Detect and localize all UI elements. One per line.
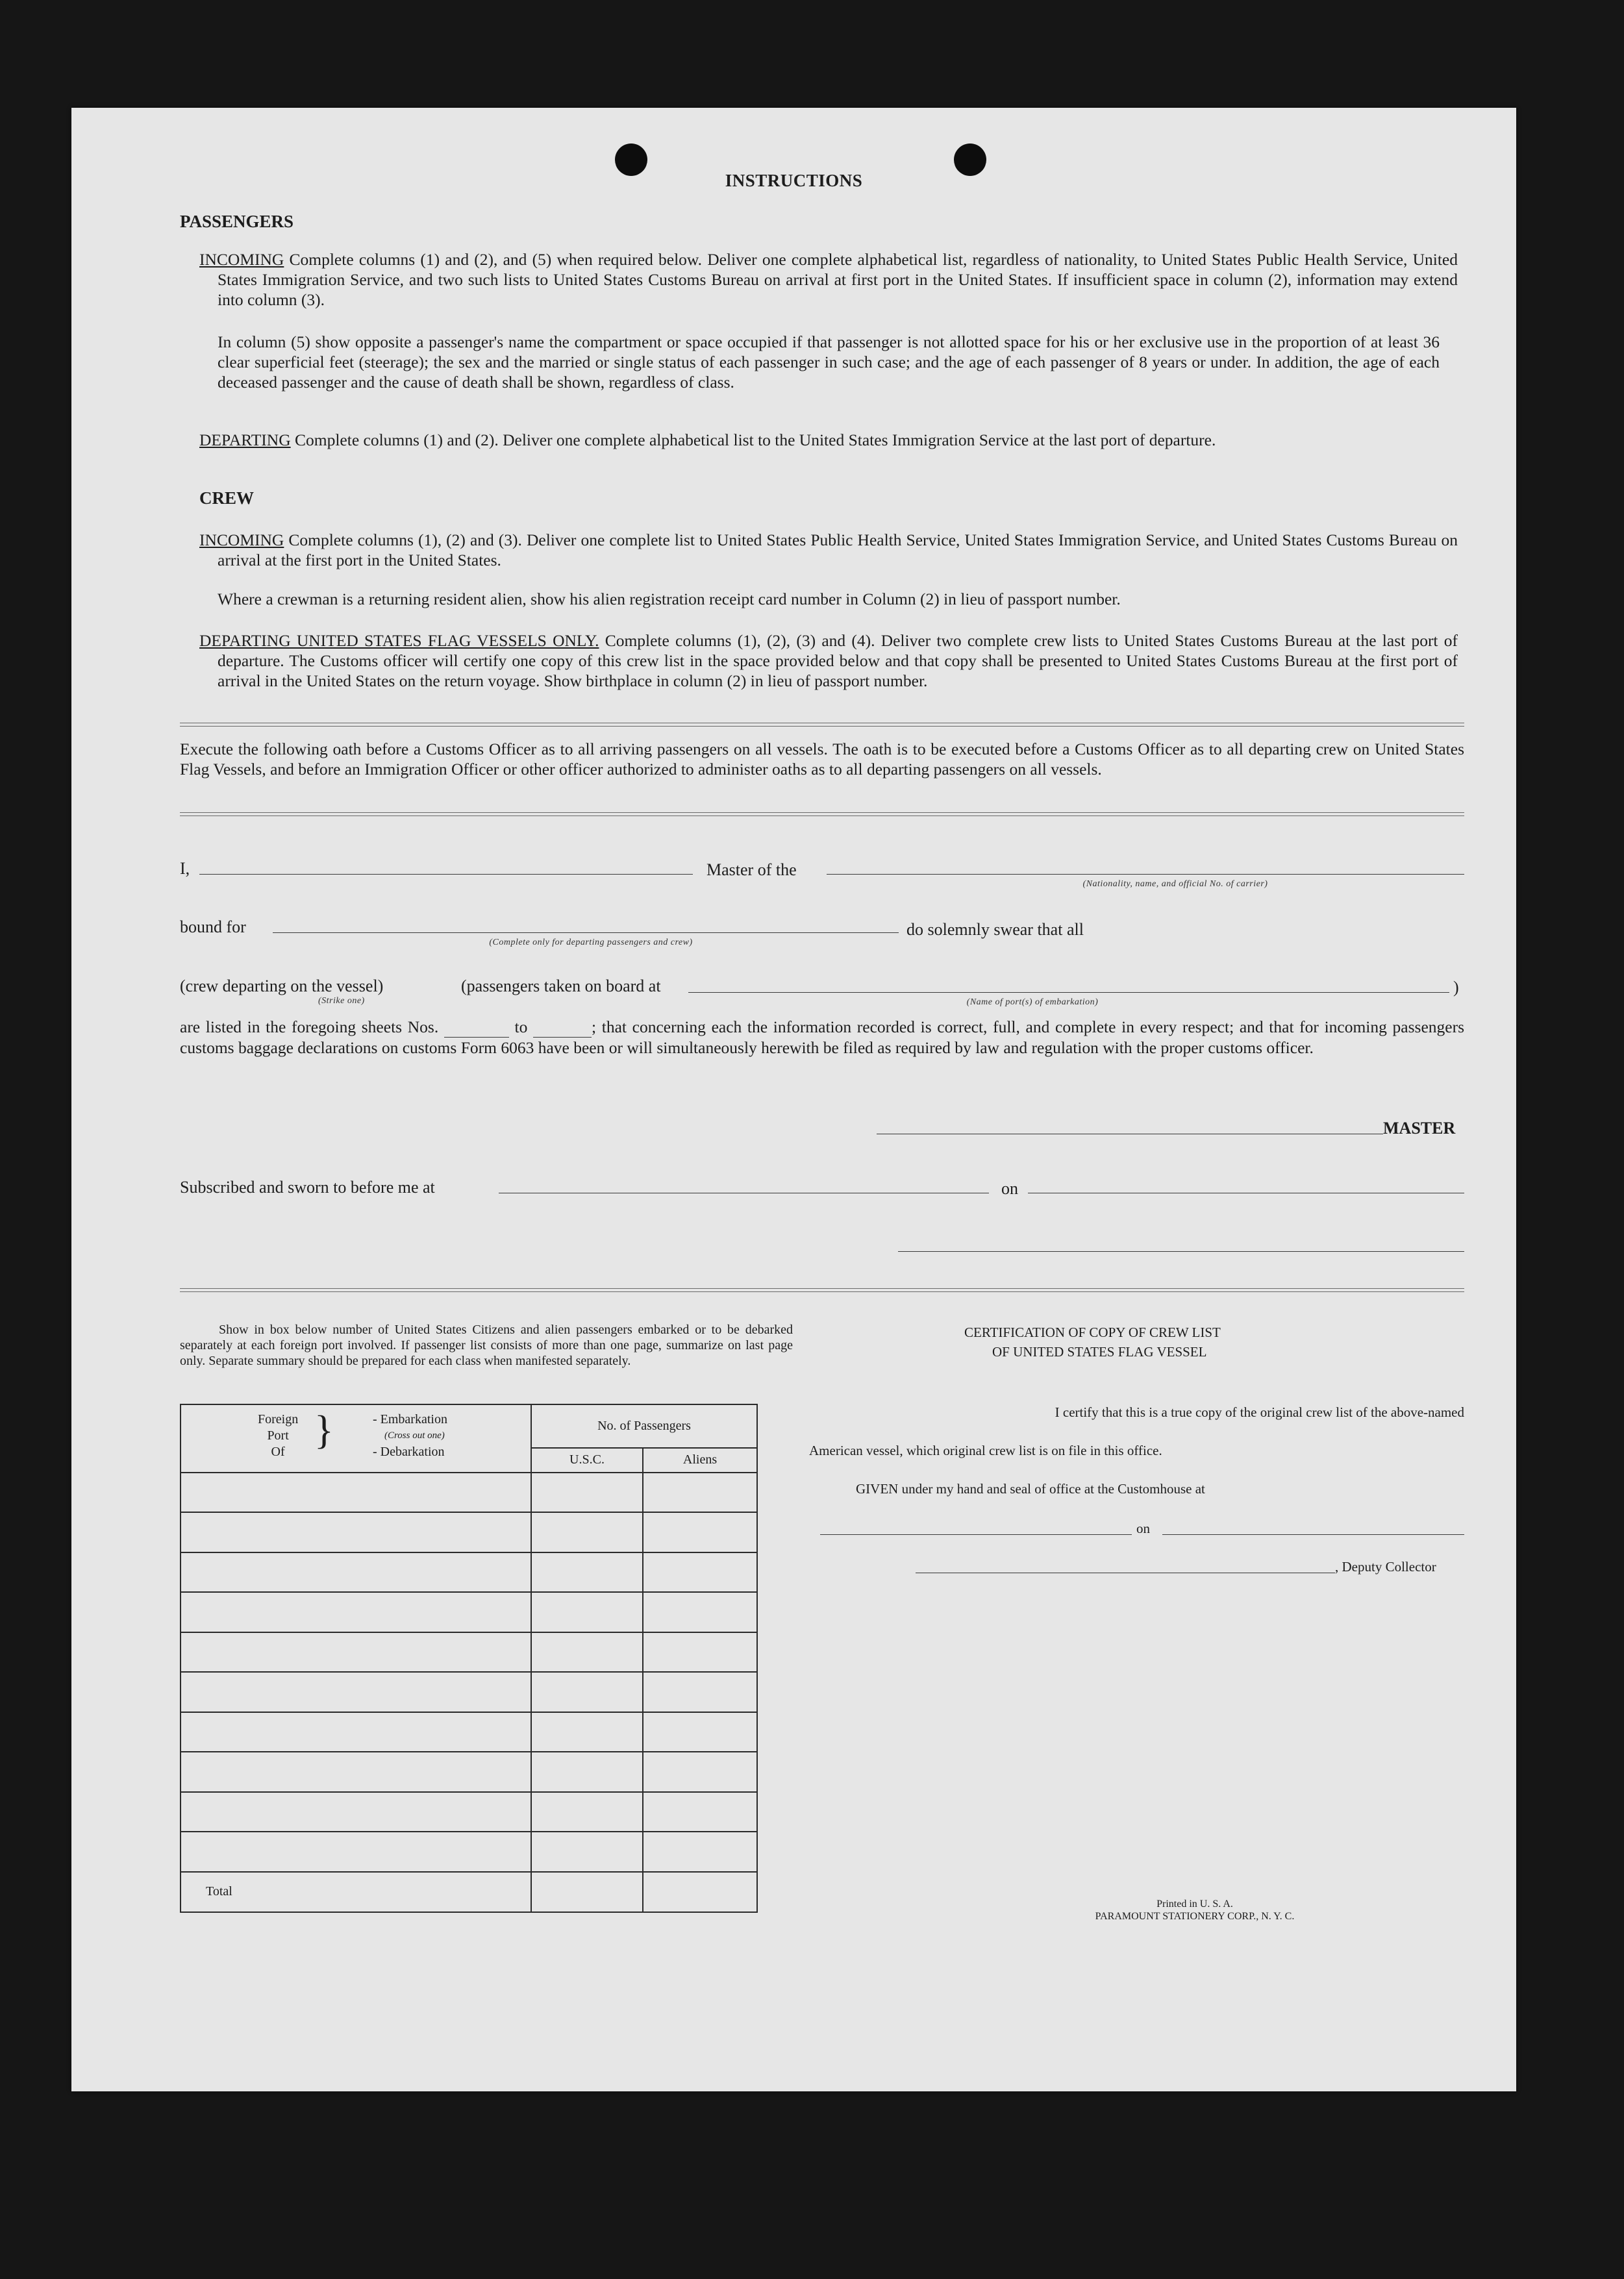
sheet-to-field[interactable] <box>533 1017 592 1038</box>
table-row <box>181 1832 757 1871</box>
bound-for-label: bound for <box>180 917 246 936</box>
aliens-cell[interactable] <box>643 1473 757 1512</box>
crew-incoming-key: INCOMING <box>199 530 284 549</box>
usc-cell[interactable] <box>531 1712 643 1752</box>
port-cell[interactable] <box>181 1672 531 1712</box>
printer-name: PARAMOUNT STATIONERY CORP., N. Y. C. <box>1095 1911 1295 1922</box>
passengers-column5: In column (5) show opposite a passenger's name the compartment or space occupied if that passenger is not allotted space for his or her exclusive use in the proportion of at least 36 clear superficial feet (steerage); the sex and the married or single status of each passenger in such case; and the age of each passenger of 8 years or under. In addition, the age of each deceased passenger and the cause of death shall be shown, regardless of class. <box>218 332 1440 392</box>
passengers-incoming-text: Complete columns (1) and (2), and (5) when required below. Deliver one complete alphabetical list, regardless of nationality, to United States Public Health Service, United States Immigration Service, and two such lists to United States Customs Bureau on arrival at first port in the United States. If insufficient space in column (2), information may extend into column (3). <box>218 250 1458 309</box>
form-page <box>71 108 1516 2091</box>
debarkation-option[interactable]: - Debarkation <box>373 1445 445 1459</box>
crew-departing-option: (crew departing on the vessel) <box>180 977 384 995</box>
total-aliens-cell[interactable] <box>643 1872 757 1913</box>
master-label: MASTER <box>1383 1119 1456 1138</box>
table-row <box>181 1672 757 1712</box>
crew-incoming <box>199 530 1458 570</box>
table-row <box>181 1512 757 1552</box>
aliens-header: Aliens <box>643 1448 757 1473</box>
port-cell[interactable] <box>181 1712 531 1752</box>
aliens-cell[interactable] <box>643 1792 757 1832</box>
no-of-passengers-header: No. of Passengers <box>531 1404 757 1448</box>
given-text: GIVEN under my hand and seal of office at the Customhouse at <box>856 1481 1205 1497</box>
sworn-on-label: on <box>1001 1179 1018 1198</box>
master-of-label: Master of the <box>706 860 797 879</box>
usc-header: U.S.C. <box>531 1448 643 1473</box>
oath-intro: Execute the following oath before a Customs Officer as to all arriving passengers on all vessels. The oath is to be executed before a Customs Officer as to all departing crew on United States Flag Vessels, and before an Immigration Officer or other officer authorized to administer oaths as to all departing passengers on all vessels. <box>180 740 1464 778</box>
certification-on-label: on <box>1136 1521 1150 1536</box>
passengers-departing-text: Complete columns (1) and (2). Deliver one complete alphabetical list to the United States Immigration Service at the last port of departure. <box>295 430 1216 449</box>
usc-cell[interactable] <box>531 1473 643 1512</box>
crew-incoming-text: Complete columns (1), (2) and (3). Deliver one complete list to United States Public Health Service, United States Immigration Service, and United States Customs Bureau on arrival at the first port in the United States. <box>218 530 1458 569</box>
certify-line-2: American vessel, which original crew list is on file in this office. <box>809 1443 1162 1458</box>
aliens-cell[interactable] <box>643 1552 757 1592</box>
aliens-cell[interactable] <box>643 1672 757 1712</box>
page-title: INSTRUCTIONS <box>725 171 863 190</box>
close-paren: ) <box>1453 978 1459 997</box>
passengers-incoming <box>199 249 1458 310</box>
officer-signature-field[interactable] <box>898 1251 1464 1252</box>
aliens-cell[interactable] <box>643 1752 757 1791</box>
port-cell[interactable] <box>181 1512 531 1552</box>
passengers-taken-option: (passengers taken on board at <box>461 977 661 995</box>
port-cell[interactable] <box>181 1552 531 1592</box>
aliens-cell[interactable] <box>643 1632 757 1672</box>
crew-resident: Where a crewman is a returning resident alien, show his alien registration receipt card number in Column (2) in lieu of passport number. <box>218 590 1121 608</box>
total-label: Total <box>181 1872 531 1913</box>
aliens-cell[interactable] <box>643 1832 757 1871</box>
crew-departing-key: DEPARTING UNITED STATES FLAG VESSELS ONLY. <box>199 631 599 650</box>
table-row <box>181 1592 757 1632</box>
usc-cell[interactable] <box>531 1792 643 1832</box>
passenger-summary-table <box>180 1404 758 1913</box>
table-row <box>181 1552 757 1592</box>
usc-cell[interactable] <box>531 1512 643 1552</box>
passengers-incoming-key: INCOMING <box>199 250 284 269</box>
embarkation-caption: (Name of port(s) of embarkation) <box>966 997 1099 1007</box>
divider <box>180 1288 1464 1292</box>
subscribed-label: Subscribed and sworn to before me at <box>180 1178 435 1197</box>
divider <box>180 812 1464 816</box>
port-cell[interactable] <box>181 1752 531 1791</box>
aliens-cell[interactable] <box>643 1712 757 1752</box>
port-cell[interactable] <box>181 1832 531 1871</box>
table-row <box>181 1632 757 1672</box>
master-name-field[interactable] <box>199 874 693 875</box>
passengers-departing <box>199 430 1458 450</box>
sheet-from-field[interactable] <box>444 1017 509 1038</box>
printed-in-usa: Printed in U. S. A. <box>1156 1899 1233 1910</box>
embarkation-port-field[interactable] <box>688 992 1449 993</box>
table-row <box>181 1473 757 1512</box>
cross-out-caption: (Cross out one) <box>384 1430 445 1441</box>
carrier-caption: (Nationality, name, and official No. of carrier) <box>1082 879 1268 889</box>
i-label: I, <box>180 859 190 878</box>
declaration-text: ; that concerning each the information recorded is correct, full, and complete in every respect; and that for incoming passengers customs baggage declarations on customs Form 6063 have been or will simultaneously herewith be filed as required by law and regulation with the proper customs officer. <box>180 1017 1465 1057</box>
passengers-departing-key: DEPARTING <box>199 430 291 449</box>
passengers-heading: PASSENGERS <box>180 212 294 231</box>
aliens-cell[interactable] <box>643 1512 757 1552</box>
port-cell[interactable] <box>181 1592 531 1632</box>
embarkation-option[interactable]: - Embarkation <box>373 1412 447 1426</box>
certification-title-2: OF UNITED STATES FLAG VESSEL <box>992 1344 1207 1360</box>
carrier-field[interactable] <box>827 874 1464 875</box>
sheets-label: are listed in the foregoing sheets Nos. <box>180 1017 439 1036</box>
crew-heading: CREW <box>199 488 255 508</box>
certify-line-1: I certify that this is a true copy of the original crew list of the above-named <box>1055 1404 1464 1420</box>
to-label: to <box>514 1017 528 1036</box>
total-usc-cell[interactable] <box>531 1872 643 1913</box>
certification-title-1: CERTIFICATION OF COPY OF CREW LIST <box>964 1325 1221 1340</box>
certification-date-field[interactable] <box>1162 1534 1464 1535</box>
usc-cell[interactable] <box>531 1752 643 1791</box>
port-cell[interactable] <box>181 1792 531 1832</box>
strike-caption: (Strike one) <box>318 996 365 1006</box>
aliens-cell[interactable] <box>643 1592 757 1632</box>
bound-caption: (Complete only for departing passengers and crew) <box>489 938 693 947</box>
swear-label: do solemnly swear that all <box>906 920 1084 939</box>
table-row <box>181 1792 757 1832</box>
summary-note: Show in box below number of United States Citizens and alien passengers embarked or to be debarked separately at each foreign port involved. If passenger list consists of more than one page, summarize on last page only. Separate summary should be prepared for each class when manifested separately. <box>180 1323 793 1368</box>
usc-cell[interactable] <box>531 1672 643 1712</box>
foreign-port-header: Foreign Port Of } - Embarkation (Cross out one) - Debarkation <box>181 1404 531 1473</box>
table-row <box>181 1752 757 1791</box>
oath-declaration <box>180 1017 1464 1058</box>
bound-for-field[interactable] <box>273 932 899 933</box>
crew-departing-text: Complete columns (1), (2), (3) and (4). Deliver two complete crew lists to United States Customs Bureau at the last port of departure. The Customs officer will certify one copy of this crew list in the space provided below and that copy shall be presented to United States Customs Bureau at the first port of arrival in the United States on the return voyage. Show birthplace in column (2) in lieu of passport number. <box>218 631 1458 690</box>
table-row <box>181 1712 757 1752</box>
customhouse-field[interactable] <box>820 1534 1132 1535</box>
usc-cell[interactable] <box>531 1592 643 1632</box>
port-cell[interactable] <box>181 1473 531 1512</box>
usc-cell[interactable] <box>531 1832 643 1871</box>
usc-cell[interactable] <box>531 1632 643 1672</box>
divider <box>180 723 1464 727</box>
usc-cell[interactable] <box>531 1552 643 1592</box>
deputy-collector-label: , Deputy Collector <box>1335 1559 1436 1575</box>
port-cell[interactable] <box>181 1632 531 1672</box>
crew-departing <box>199 630 1458 691</box>
